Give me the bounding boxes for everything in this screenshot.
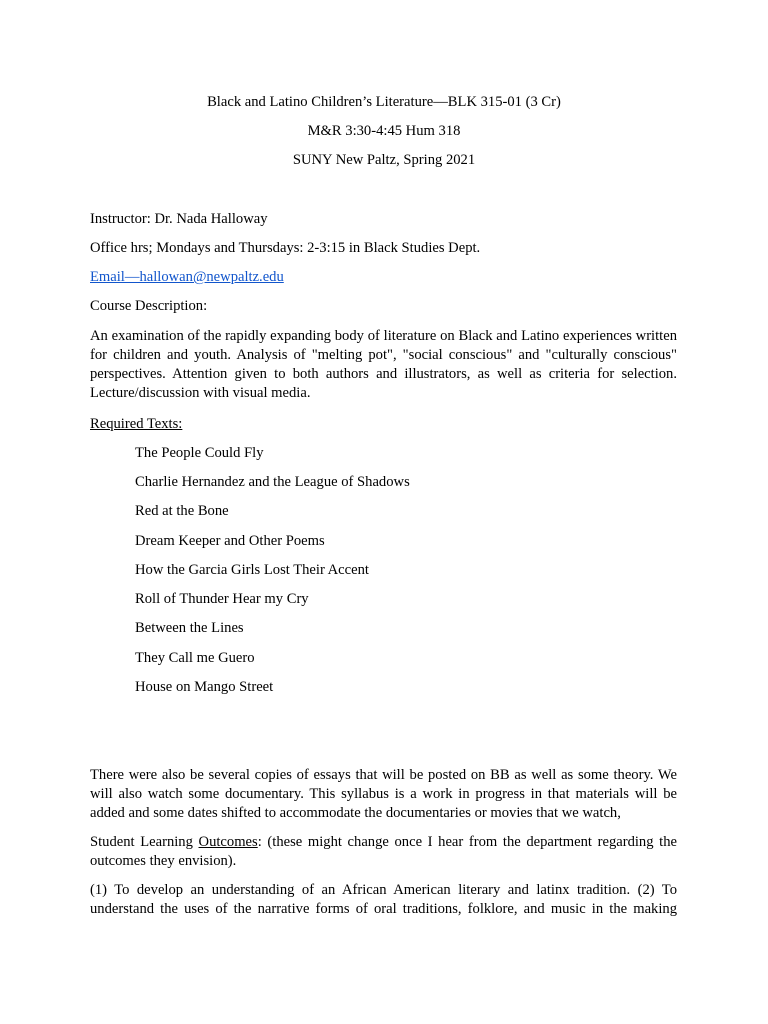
- required-text-item: The People Could Fly: [135, 445, 264, 461]
- required-text-item: They Call me Guero: [135, 650, 255, 666]
- office-hours: Office hrs; Mondays and Thursdays: 2-3:15 in Black Studies Dept.: [90, 240, 481, 256]
- learning-outcomes-intro: [90, 833, 677, 871]
- course-description-heading: Course Description:: [90, 298, 208, 314]
- required-text-item: Dream Keeper and Other Poems: [135, 533, 325, 549]
- learning-outcomes-prefix: Student Learning: [90, 834, 199, 850]
- required-text-item: House on Mango Street: [135, 679, 274, 695]
- notes-paragraph: There were also be several copies of essays that will be posted on BB as well as some theory. We will also watch some documentary. This syllabus is a work in progress in that materials will be added and some dates shifted to accommodate the documentaries or movies that we watch,: [90, 767, 677, 821]
- learning-outcomes-list: (1) To develop an understanding of an African American literary and latinx tradition. (2) To understand the uses of the narrative forms of oral traditions, folklore, and music in the making: [90, 882, 677, 917]
- email-link[interactable]: Email—hallowan@newpaltz.edu: [90, 269, 284, 285]
- required-text-item: Between the Lines: [135, 620, 244, 636]
- course-title: Black and Latino Children’s Literature—BLK 315-01 (3 Cr): [207, 94, 561, 110]
- required-text-item: How the Garcia Girls Lost Their Accent: [135, 562, 369, 578]
- learning-outcomes-heading: Outcomes: [198, 834, 258, 850]
- required-text-item: Red at the Bone: [135, 503, 229, 519]
- required-text-item: Charlie Hernandez and the League of Shadows: [135, 474, 410, 490]
- required-texts-heading: Required Texts:: [90, 416, 183, 432]
- course-term: SUNY New Paltz, Spring 2021: [292, 152, 476, 168]
- instructor-name: Instructor: Dr. Nada Halloway: [90, 211, 268, 227]
- required-text-item: Roll of Thunder Hear my Cry: [135, 591, 309, 607]
- course-schedule: M&R 3:30-4:45 Hum 318: [307, 123, 461, 139]
- learning-outcomes-suffix: : (these might change once I hear from the department regarding the outcomes they envision).: [90, 834, 677, 869]
- course-description-text: An examination of the rapidly expanding body of literature on Black and Latino experiences written for children and youth. Analysis of "melting pot", "social conscious" and "culturally conscious" perspectives. Attention given to both authors and illustrators, as well as criteria for selection. Lecture/discussion with visual media.: [90, 328, 677, 401]
